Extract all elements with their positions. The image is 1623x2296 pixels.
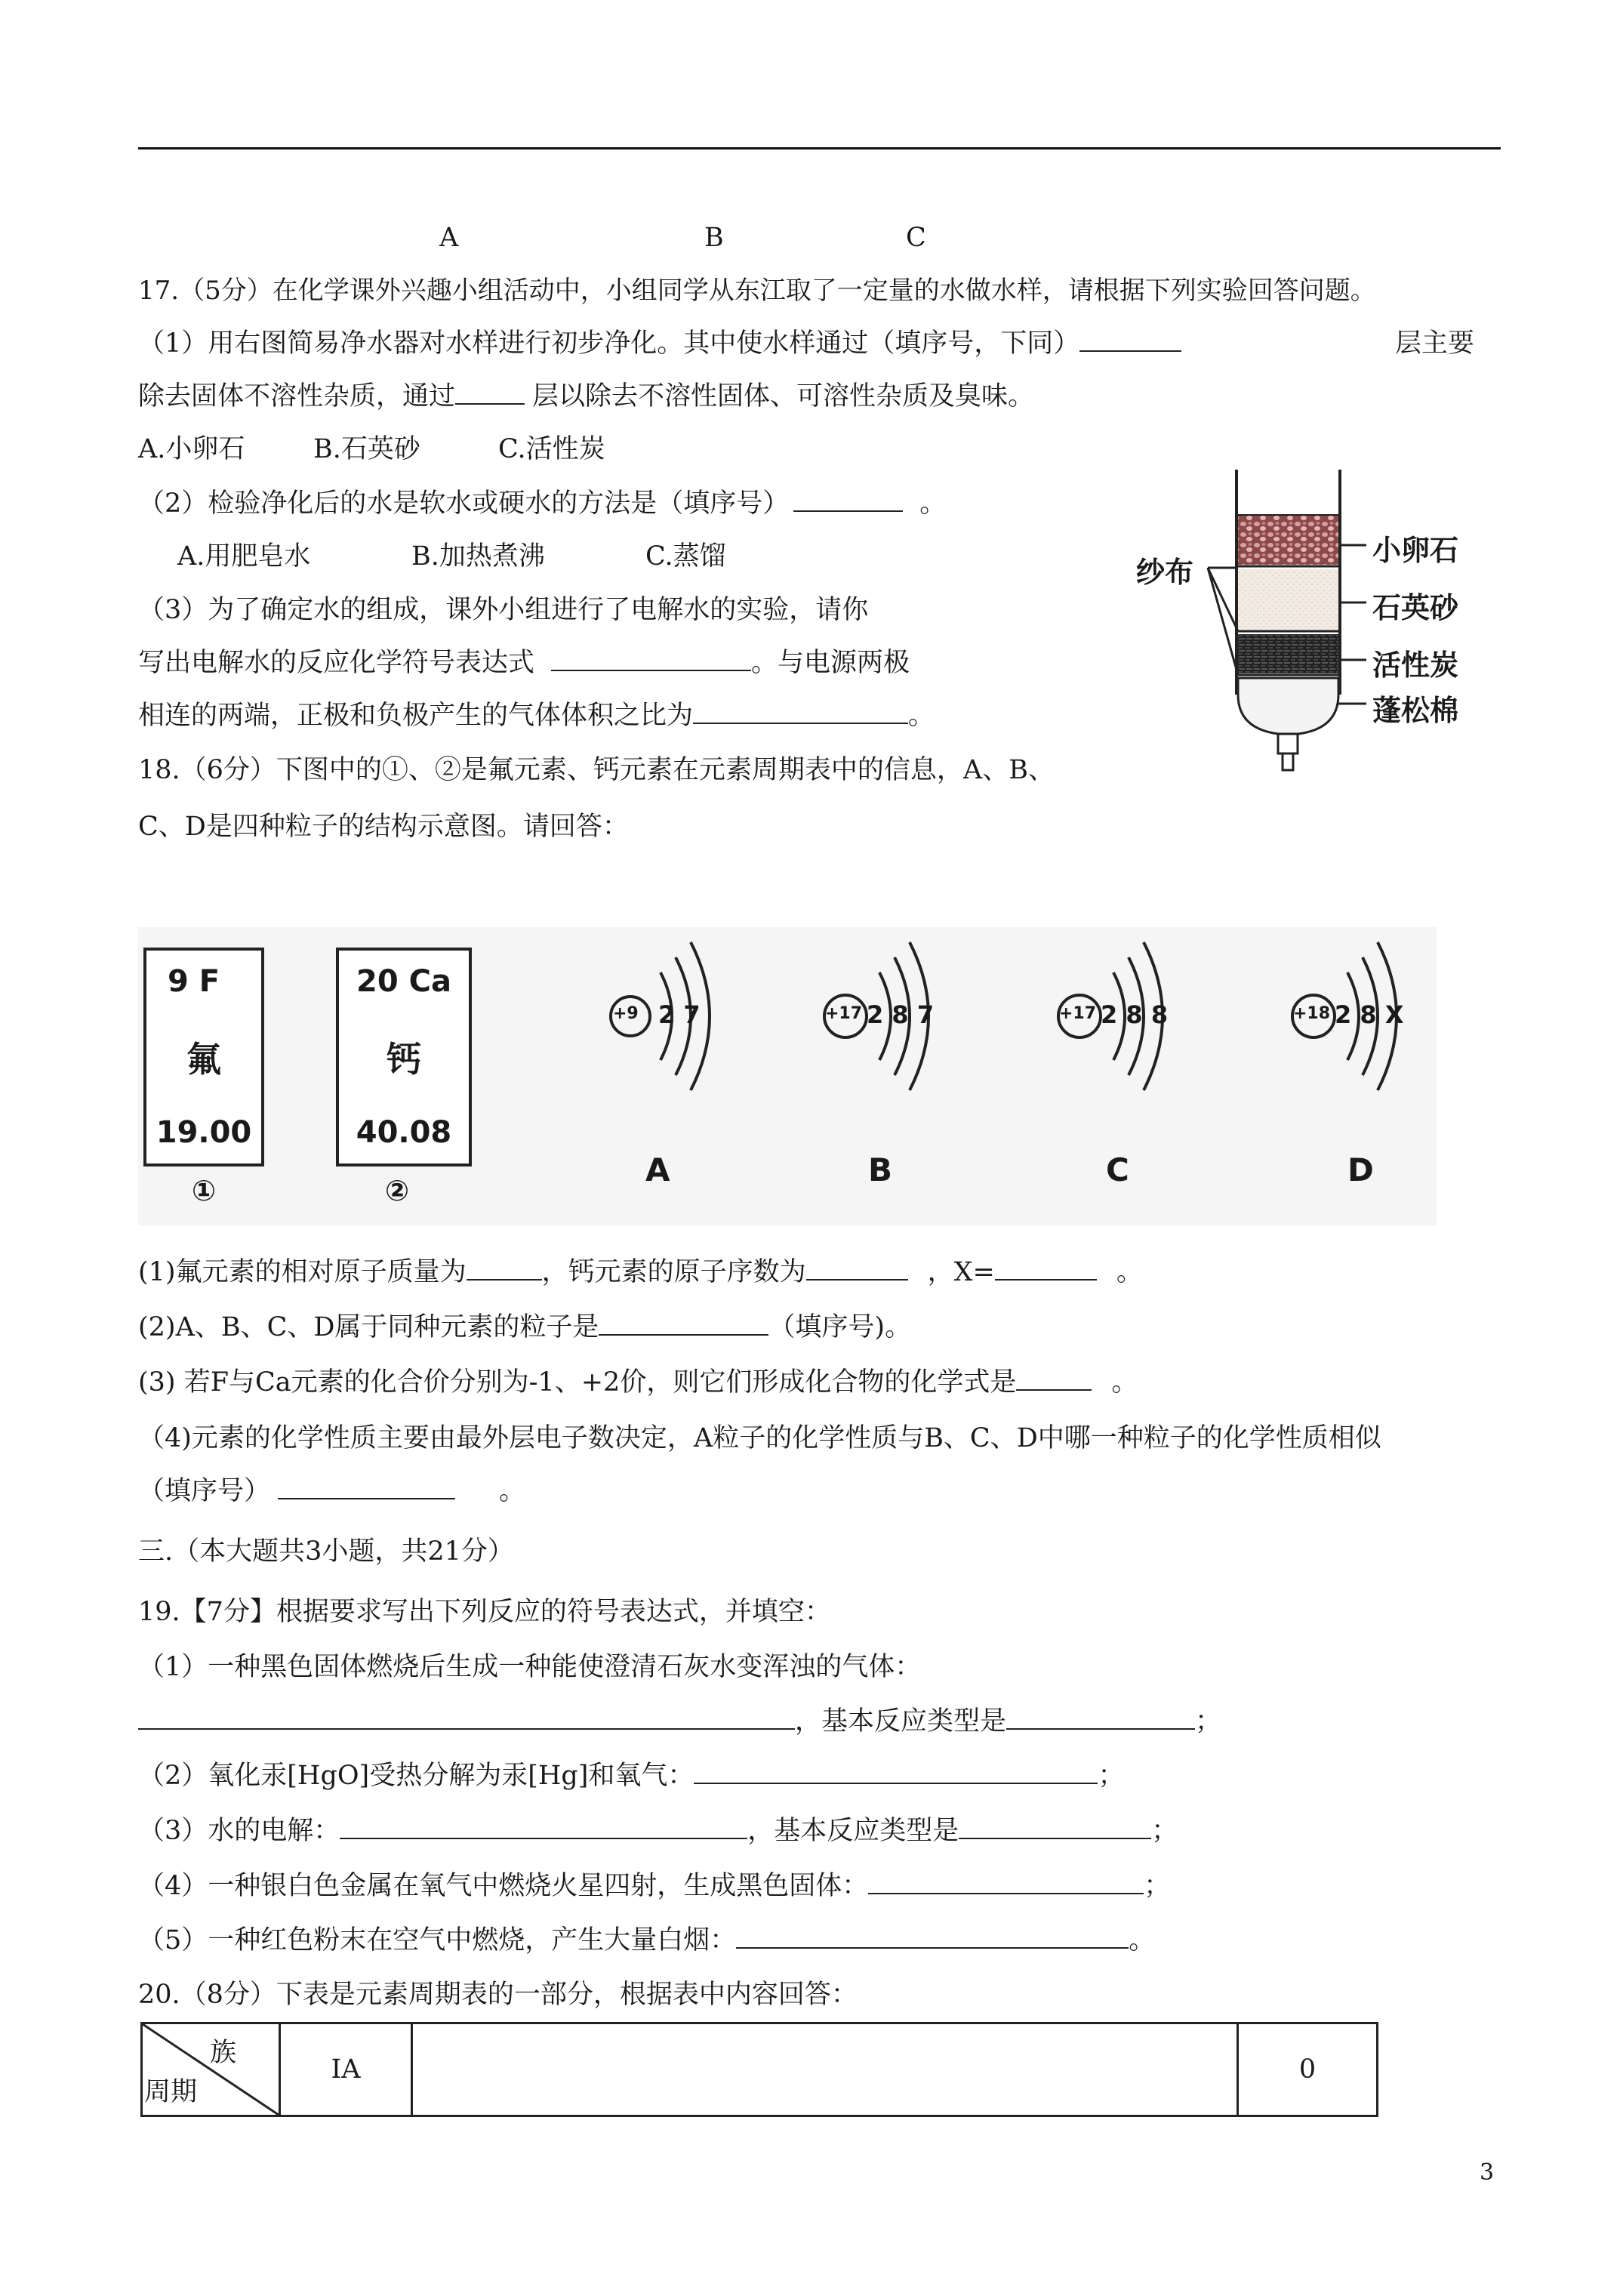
q19-item4-semi: ； — [1144, 1871, 1171, 1901]
answer-blank[interactable] — [1079, 325, 1181, 352]
element-card-name: 氟 — [186, 1039, 221, 1080]
q19-item4 — [138, 1867, 1170, 1905]
element-card-number: 20 Ca — [356, 964, 451, 999]
q18-stem-line1: 18.（6分）下图中的①、②是氟元素、钙元素在元素周期表中的信息，A、B、 — [138, 755, 1055, 785]
atom-c-diagram — [1046, 927, 1287, 1154]
element-card-name: 钙 — [387, 1039, 421, 1080]
atom-d-nucleus: +18 — [1293, 1004, 1331, 1023]
column-ia: IA — [280, 2023, 412, 2116]
top-label-b: B — [704, 223, 724, 253]
q17-opt1-a: A.小卵石 — [138, 434, 245, 464]
q18-sub1-text2: ，钙元素的原子序数为 — [541, 1257, 806, 1287]
q17-part1-text: （1）用右图简易净水器对水样进行初步净化。其中使水样通过（填序号，下同） — [138, 328, 1080, 359]
q19-item5-end: 。 — [1129, 1925, 1156, 1955]
q18-sub2 — [138, 1308, 911, 1346]
filter-label-sand: 石英砂 — [1372, 591, 1459, 624]
q19-item3-text: （3）水的电解： — [138, 1816, 340, 1846]
q17-part1-line1 — [138, 325, 1181, 362]
atom-a-nucleus: +9 — [613, 1004, 639, 1023]
q19-item5 — [138, 1922, 1155, 1959]
answer-blank[interactable] — [868, 1867, 1144, 1894]
atom-b-diagram — [812, 927, 1053, 1154]
atom-b-nucleus: +17 — [825, 1004, 863, 1023]
header-corner-cell — [142, 2023, 280, 2116]
element-card-number: 9 F — [168, 964, 220, 999]
answer-blank[interactable] — [278, 1472, 455, 1499]
q19-item1-line1: （1）一种黑色固体燃烧后生成一种能使澄清石灰水变浑浊的气体： — [138, 1652, 922, 1682]
q17-part3-line1: （3）为了确定水的组成，课外小组进行了电解水的实验，请你 — [138, 595, 869, 625]
q19-item3-text2: ，基本反应类型是 — [747, 1816, 959, 1846]
q17-part3-text3: 相连的两端，正极和负极产生的气体体积之比为 — [138, 701, 694, 731]
atom-a-shells: 2 7 — [658, 1000, 701, 1029]
q17-opt2-c: C.蒸馏 — [645, 541, 726, 572]
answer-blank[interactable] — [1016, 1364, 1092, 1391]
atom-a-label: A — [645, 1151, 670, 1188]
q19-item1-line2 — [138, 1703, 1221, 1740]
element-card-mass: 40.08 — [356, 1115, 452, 1150]
q17-opt2-a: A.用肥皂水 — [177, 541, 311, 572]
q18-sub4-line2 — [138, 1472, 525, 1510]
filter-label-cotton: 蓬松棉 — [1372, 694, 1459, 727]
section-3-heading: 三.（本大题共3小题，共21分） — [138, 1536, 514, 1567]
atom-c-label: C — [1106, 1151, 1129, 1188]
q19-stem: 19.【7分】根据要求写出下列反应的符号表达式，并填空： — [138, 1597, 831, 1627]
circled-one: ① — [192, 1174, 217, 1207]
q19-item2-text: （2）氧化汞[HgO]受热分解为汞[Hg]和氧气： — [138, 1761, 694, 1791]
q18-sub1 — [138, 1253, 1143, 1291]
answer-blank[interactable] — [793, 485, 903, 512]
periodic-table-fragment — [140, 2022, 1378, 2117]
q17-opt1-c: C.活性炭 — [498, 434, 605, 464]
q17-part3-line2 — [138, 644, 910, 682]
q17-part1-text3: 层以除去不溶性固体、可溶性杂质及臭味。 — [532, 381, 1035, 411]
q17-part3-line3 — [138, 697, 935, 735]
atom-d-label: D — [1347, 1151, 1374, 1188]
answer-blank[interactable] — [736, 1922, 1129, 1949]
atom-b-shells: 2 8 7 — [867, 1000, 935, 1029]
q18-sub4-end: 。 — [499, 1476, 526, 1506]
q19-item1-text: ，基本反应类型是 — [795, 1706, 1007, 1737]
q19-item5-text: （5）一种红色粉末在空气中燃烧，产生大量白烟： — [138, 1925, 737, 1955]
q20-stem: 20.（8分）下表是元素周期表的一部分，根据表中内容回答： — [138, 1980, 858, 2010]
q17-part1-tail: 层主要 — [1395, 328, 1475, 359]
q17-part1-line2 — [138, 378, 1034, 415]
atom-b-label: B — [868, 1151, 893, 1188]
top-label-c: C — [906, 223, 926, 253]
page-number: 3 — [1480, 2159, 1495, 2186]
q19-item1-semi: ； — [1195, 1706, 1222, 1737]
q19-item2-semi: ； — [1098, 1761, 1125, 1791]
q18-sub1-text3: ，X= — [927, 1257, 995, 1287]
q19-item4-text: （4）一种银白色金属在氧气中燃烧火星四射，生成黑色固体： — [138, 1871, 869, 1901]
answer-blank[interactable] — [806, 1253, 908, 1281]
atom-d-diagram — [1280, 927, 1521, 1154]
column-zero: 0 — [1238, 2023, 1378, 2116]
answer-blank[interactable] — [694, 1757, 1098, 1784]
q17-opt2-b: B.加热煮沸 — [411, 541, 545, 572]
q17-part1-text2: 除去固体不溶性杂质，通过 — [138, 381, 456, 411]
q18-sub3 — [138, 1364, 1138, 1401]
header-period-label: 周期 — [144, 2077, 198, 2107]
q19-item2 — [138, 1757, 1124, 1795]
element-card-mass: 19.00 — [156, 1115, 252, 1150]
answer-blank[interactable] — [551, 644, 751, 671]
q17-stem: 17.（5分）在化学课外兴趣小组活动中，小组同学从东江取了一定量的水做水样，请根据下列实验回答问题。 — [138, 276, 1376, 306]
circled-two: ② — [385, 1174, 410, 1207]
q18-stem-line2: C、D是四种粒子的结构示意图。请回答： — [138, 812, 629, 842]
element-card-fluorine — [143, 948, 264, 1166]
atom-d-shells: 2 8 X — [1335, 1000, 1404, 1029]
filter-label-carbon: 活性炭 — [1372, 649, 1459, 682]
q17-part2-end: 。 — [919, 488, 947, 519]
q17-part2-text: （2）检验净化后的水是软水或硬水的方法是（填序号） — [138, 488, 790, 519]
column-middle — [412, 2023, 1238, 2116]
q19-item3 — [138, 1812, 1178, 1850]
answer-blank[interactable] — [340, 1812, 747, 1839]
q18-sub1-end: 。 — [1116, 1257, 1143, 1287]
q18-sub1-text: (1)氟元素的相对原子质量为 — [138, 1257, 467, 1287]
header-rule — [138, 147, 1501, 149]
answer-blank[interactable] — [599, 1308, 768, 1336]
filter-label-cloth: 纱布 — [1136, 556, 1194, 589]
answer-blank[interactable] — [995, 1253, 1097, 1281]
q17-opt1-b: B.石英砂 — [313, 434, 420, 464]
element-card-calcium — [336, 948, 472, 1166]
q18-sub3-end: 。 — [1111, 1367, 1138, 1398]
q18-sub4-line1: （4)元素的化学性质主要由最外层电子数决定，A粒子的化学性质与B、C、D中哪一种粒子的化学性质相似 — [138, 1423, 1381, 1453]
header-group-label: 族 — [209, 2038, 236, 2068]
q18-sub2-end: （填序号)。 — [768, 1312, 912, 1342]
top-label-a: A — [439, 223, 459, 253]
q17-part3-text2: 。与电源两极 — [751, 648, 910, 678]
q18-sub3-text: (3) 若F与Ca元素的化合价分别为-1、+2价，则它们形成化合物的化学式是 — [138, 1367, 1017, 1398]
atom-c-shells: 2 8 8 — [1101, 1000, 1169, 1029]
q19-item3-semi: ； — [1151, 1816, 1178, 1846]
answer-blank[interactable] — [467, 1253, 542, 1281]
atom-c-nucleus: +17 — [1059, 1004, 1097, 1023]
q17-part2 — [138, 485, 946, 522]
q18-sub2-text: (2)A、B、C、D属于同种元素的粒子是 — [138, 1312, 599, 1342]
answer-blank[interactable] — [138, 1703, 795, 1730]
answer-blank[interactable] — [693, 697, 908, 724]
answer-blank[interactable] — [455, 378, 525, 405]
q17-part3-end: 。 — [908, 701, 935, 731]
filter-label-pebbles: 小卵石 — [1372, 534, 1459, 567]
answer-blank[interactable] — [1006, 1703, 1195, 1730]
atom-a-diagram — [596, 927, 838, 1154]
water-filter-diagram — [1117, 468, 1540, 778]
q18-sub4-text: （填序号） — [138, 1476, 271, 1506]
answer-blank[interactable] — [959, 1812, 1151, 1839]
q17-part3-text: 写出电解水的反应化学符号表达式 — [138, 648, 535, 678]
